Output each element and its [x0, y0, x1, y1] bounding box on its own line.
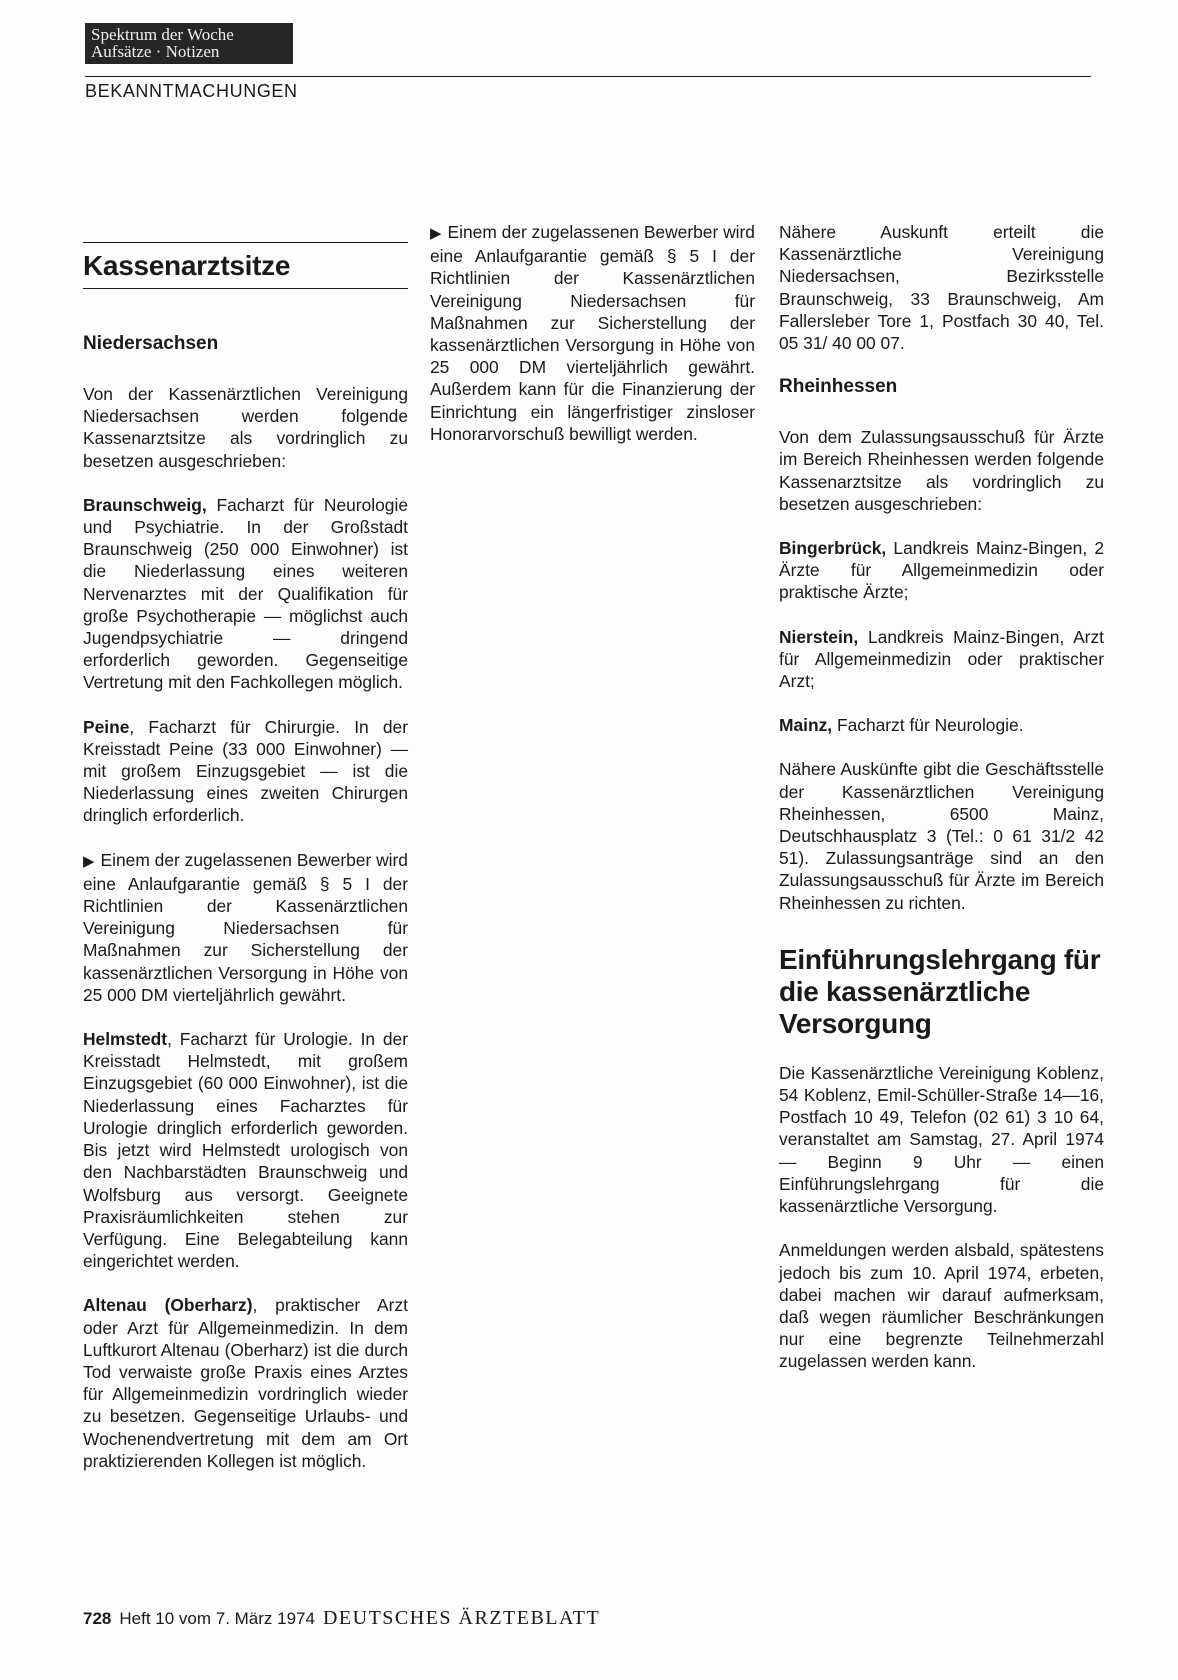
- header-rule: [85, 76, 1091, 77]
- listing-bingerbrueck: Bingerbrück, Landkreis Mainz-Bingen, 2 Ärzte für Allgemeinmedizin oder praktische Ärzte;: [779, 538, 1104, 603]
- paragraph-auskunft-niedersachsen: Nähere Auskunft erteilt die Kassenärztliche Vereinigung Niedersachsen, Bezirksstelle Braunschweig, 33 Braunschweig, Am Fallersleber Tore 1, Postfach 30 40, Tel. 05 31/ 40 00 07.: [779, 222, 1104, 354]
- journal-name: DEUTSCHES ÄRZTEBLATT: [322, 1607, 601, 1629]
- paragraph-intro: Von der Kassenärztlichen Vereinigung Niedersachsen werden folgende Kassenarztsitze als vordringlich zu besetzen ausgeschrieben:: [83, 384, 408, 471]
- listing-peine-chirurgie: Peine, Facharzt für Chirurgie. In der Kreisstadt Peine (33 000 Einwohner) — mit großem Einzugsgebiet — ist die Niederlassung eines zweiten Chirurgen dringlich erforderlich.: [83, 716, 408, 826]
- place-name: Helmstedt: [83, 1029, 168, 1050]
- triangle-right-icon: ▶: [83, 852, 95, 870]
- listing-altenau: Altenau (Oberharz), praktischer Arzt oder Arzt für Allgemeinmedizin. In dem Luftkurort Altenau (Oberharz) ist die durch Tod verwaiste große Praxis eines Arztes für Allgemeinmedizin vordringlich wieder zu besetzen. Gegenseitige Urlaubs- und Wochenendvertretung mit dem am Ort praktizierenden Kollegen ist möglich.: [83, 1295, 408, 1471]
- place-name: Bingerbrück,: [779, 538, 887, 559]
- listing-nierstein: Nierstein, Landkreis Mainz-Bingen, Arzt für Allgemeinmedizin oder praktischer Arzt;: [779, 626, 1104, 692]
- place-name: Mainz,: [779, 715, 833, 736]
- listing-mainz: Mainz, Facharzt für Neurologie.: [779, 715, 1024, 736]
- article-title: Kassenarztsitze: [83, 250, 291, 281]
- issue-info: Heft 10 vom 7. März 1974: [119, 1609, 315, 1628]
- triangle-right-icon: ▶: [430, 225, 442, 242]
- kicker-line-1: Spektrum der Woche: [91, 25, 234, 44]
- paragraph-anlaufgarantie-1: ▶ Einem der zugelassenen Bewerber wird eine Anlaufgarantie gemäß § 5 I der Richtlinien der Kassenärztlichen Vereinigung Niedersachsen für Maßnahmen zur Sicherstellung der kassenärztlichen Versorgung in Höhe von 25 000 DM vierteljährlich gewährt.: [83, 849, 408, 1005]
- listing-braunschweig: Braunschweig, Facharzt für Neurologie und Psychiatrie. In der Großstadt Braunschweig (250 000 Einwohner) ist die Niederlassung eines weiteren Nervenarztes mit der Qualifikation für große Psychotherapie — möglichst auch Jugendpsychiatrie — dringend erforderlich geworden. Gegenseitige Vertretung mit den Fachkollegen möglich.: [83, 494, 408, 693]
- place-name: Altenau (Oberharz): [83, 1295, 253, 1316]
- paragraph-lehrgang-1: Die Kassenärztliche Vereinigung Koblenz, 54 Koblenz, Emil-Schüller-Straße 14—16, Postfach 10 49, Telefon (02 61) 3 10 64, veranstaltet am Samstag, 27. April 1974 — Beginn 9 Uhr — einen Einführungslehrgang für die kassenärztliche Versorgung.: [779, 1062, 1104, 1217]
- paragraph-intro-rheinhessen: Von dem Zulassungsausschuß für Ärzte im Bereich Rheinhessen werden folgende Kassenarztsitze als vordringlich zu besetzen ausgeschrieben:: [779, 427, 1104, 514]
- place-name: Nierstein,: [779, 626, 859, 647]
- subheading-rheinhessen: Rheinhessen: [779, 376, 898, 398]
- place-name: Braunschweig,: [83, 494, 207, 515]
- paragraph-anlaufgarantie-2: ▶ Einem der zugelassenen Bewerber wird eine Anlaufgarantie gemäß § 5 I der Richtlinien der Kassenärztlichen Vereinigung Niedersachsen für Maßnahmen zur Sicherstellung der kassenärztlichen Versorgung in Höhe von 25 000 DM vierteljährlich gewährt. Außerdem kann für die Finanzierung der Einrichtung ein längerfristiger zinsloser Honorarvorschuß bewilligt werden.: [430, 222, 755, 444]
- paragraph-auskunft-rheinhessen: Nähere Auskünfte gibt die Geschäftsstelle der Kassenärztlichen Vereinigung Rheinhessen, 6500 Mainz, Deutschhausplatz 3 (Tel.: 0 61 31/2 42 51). Zulassungsanträge sind an den Zulassungsausschuß für Ärzte im Bereich Rheinhessen zu richten.: [779, 759, 1104, 913]
- article-title-2: Einführungslehrgang für die kassenärztliche Versorgung: [779, 943, 1101, 1039]
- place-name: Peine: [83, 716, 130, 737]
- article-title-block: [83, 242, 408, 289]
- paragraph-lehrgang-2: Anmeldungen werden alsbald, spätestens jedoch bis zum 10. April 1974, erbeten, dabei machen wir darauf aufmerksam, daß wegen räumlicher Beschränkungen nur eine begrenzte Teilnehmerzahl zugelassen werden kann.: [779, 1240, 1104, 1372]
- section-kicker: [85, 23, 293, 64]
- column-3: [779, 221, 1104, 1395]
- kicker-line-2: Aufsätze · Notizen: [91, 42, 220, 61]
- column-2: [430, 221, 755, 467]
- page-number: 728: [83, 1609, 112, 1628]
- listing-helmstedt: Helmstedt, Facharzt für Urologie. In der Kreisstadt Helmstedt, mit großem Einzugsgebiet (60 000 Einwohner), ist die Niederlassung eines Facharztes für Urologie dringlich erforderlich geworden. Bis jetzt wird Helmstedt urologisch von den Nachbarstädten Braunschweig und Wolfsburg aus versorgt. Geeignete Praxisräumlichkeiten stehen zur Verfügung. Eine Belegabteilung kann eingerichtet werden.: [83, 1029, 408, 1272]
- section-label: BEKANNTMACHUNGEN: [85, 81, 298, 101]
- subheading-niedersachsen: Niedersachsen: [83, 333, 219, 354]
- column-1: [83, 236, 408, 1472]
- page-footer: [83, 1607, 600, 1630]
